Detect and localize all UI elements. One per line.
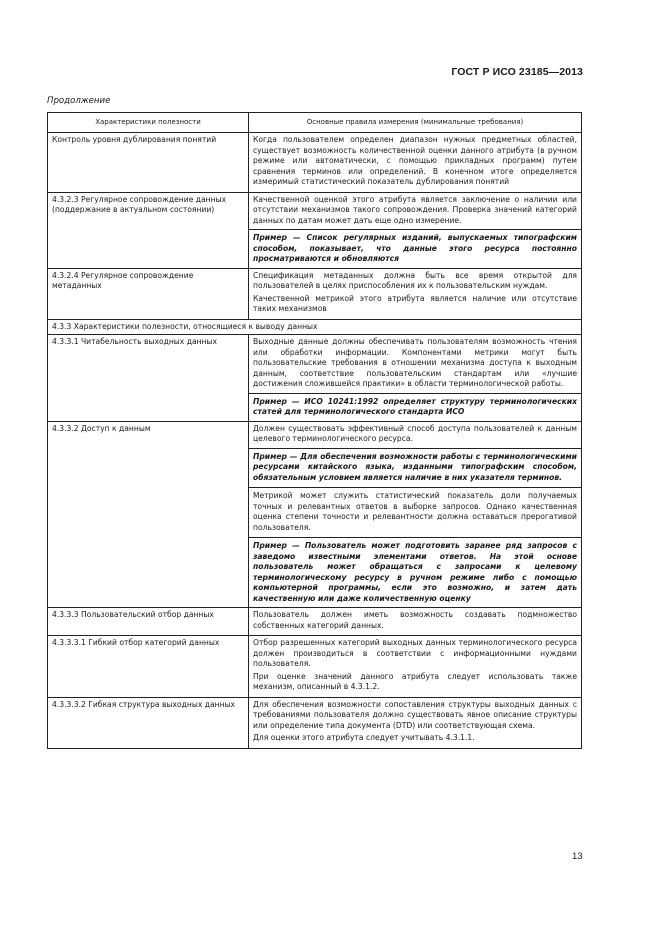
characteristic-cell: 4.3.3.2 Доступ к данным: [48, 421, 249, 608]
characteristic-cell: 4.3.3.3.1 Гибкий отбор категорий данных: [48, 636, 249, 698]
column-header-characteristics: Характеристики полезности: [48, 113, 249, 133]
rule-paragraph: Выходные данные должны обеспечивать пользователям возможность чтения или обработки информации. Компонентами метрики могут быть пользовательские требования в отношении механизма доступа к выходным данным, соответствие пользовательским стандартам или «лучшие достижения сложившейся практики» в области терминологической работы.: [253, 337, 577, 388]
section-heading: 4.3.3 Характеристики полезности, относящиеся к выводу данных: [48, 319, 582, 335]
table-row: [48, 421, 582, 608]
rule-paragraph: Метрикой может служить статистический показатель доли получаемых точных и релевантных ответов в выборке запросов. Однако качественная оценка степени точности и релевантности должна оставаться прерогативой пользователя.: [249, 487, 581, 534]
characteristic-cell: 4.3.3.3 Пользовательский отбор данных: [48, 608, 249, 636]
document-code: ГОСТ Р ИСО 23185—2013: [451, 66, 583, 78]
rule-paragraph: Должен существовать эффективный способ доступа пользователей к данным целевого терминологического ресурса.: [253, 423, 577, 443]
characteristic-cell: 4.3.3.3.2 Гибкая структура выходных данных: [48, 697, 249, 748]
page-number: 13: [572, 851, 583, 862]
rule-paragraph: Качественной оценкой этого атрибута является заключение о наличии или отсутствии механизмов такого сопровождения. Проверка значений категорий данных по датам может дать еще одно измерение.: [253, 194, 577, 225]
rule-paragraph: Для оценки этого атрибута следует учитывать 4.3.1.1.: [253, 733, 475, 742]
table-row: [48, 268, 582, 319]
table-header-row: [48, 113, 582, 133]
table-row: [48, 636, 582, 698]
table-row: [48, 335, 582, 422]
rule-cell: [249, 335, 582, 422]
section-row: [48, 319, 582, 335]
requirements-table: [47, 112, 582, 749]
characteristic-cell: 4.3.3.1 Читабельность выходных данных: [48, 335, 249, 422]
table-row: [48, 608, 582, 636]
rule-paragraph: Когда пользователем определен диапазон нужных предметных областей, существует возможность количественной оценки данного атрибута (в ручном режиме или автоматически, с помощью прикладных программ) путем сравнения терминов или определений. В конечном итоге определяется измеримый статистический показатель дублирования понятий: [253, 135, 577, 186]
rule-paragraph: Для обеспечения возможности сопоставления структуры выходных данных с требованиями пользователя должно существовать явное описание структуры или определение типа документа (DTD) или соответствующая схема.: [253, 699, 577, 730]
rule-cell: [249, 192, 582, 268]
example-paragraph: Пример — Список регулярных изданий, выпускаемых типографским способом, показывает, что данные этого ресурса постоянно просматриваются и обновляются: [249, 229, 581, 266]
rule-cell: [249, 697, 582, 748]
rule-cell: [249, 133, 582, 193]
rule-cell: [249, 421, 582, 608]
characteristic-cell: 4.3.2.3 Регулярное сопровождение данных (поддержание в актуальном состоянии): [48, 192, 249, 268]
table-row: [48, 192, 582, 268]
rule-paragraph: Качественной метрикой этого атрибута является наличие или отсутствие таких механизмов: [253, 293, 577, 313]
rule-paragraph: Отбор разрешенных категорий выходных данных терминологического ресурса должен производиться в соответствии с информационными нуждами пользователя.: [253, 638, 577, 668]
characteristic-cell: 4.3.2.4 Регулярное сопровождение метаданных: [48, 268, 249, 319]
column-header-rules: Основные правила измерения (минимальные требования): [249, 113, 582, 133]
rule-paragraph: Пользователь должен иметь возможность создавать подмножество собственных категорий данных.: [253, 610, 577, 630]
rule-cell: [249, 268, 582, 319]
continuation-label: Продолжение: [47, 96, 111, 106]
rule-cell: [249, 636, 582, 698]
rule-cell: [249, 608, 582, 636]
rule-paragraph: Спецификация метаданных должна быть все время открытой для пользователей в целях приспособления их к пользовательским нуждам.: [253, 270, 577, 290]
table-row: [48, 697, 582, 748]
table-row: [48, 133, 582, 193]
example-paragraph: Пример — ИСО 10241:1992 определяет структуру терминологических статей для терминологического стандарта ИСО: [249, 393, 581, 419]
characteristic-cell: Контроль уровня дублирования понятий: [48, 133, 249, 193]
rule-paragraph: При оценке значений данного атрибута следует использовать также механизм, описанный в 4.3.1.2.: [253, 671, 577, 691]
example-paragraph: Пример — Пользователь может подготовить заранее ряд запросов с заведомо известными элементами ответов. На этой основе пользователь может обращаться с запросами к целевому терминологическому ресурсу в ручном режиме либо с помощью компьютерной программы, если это возможно, и затем дать качественную или даже количественную оценку: [249, 537, 581, 605]
example-paragraph: Пример — Для обеспечения возможности работы с терминологическими ресурсами китайского языка, изданными типографским способом, обязательным условием является наличие в них указателя терминов.: [249, 448, 581, 485]
